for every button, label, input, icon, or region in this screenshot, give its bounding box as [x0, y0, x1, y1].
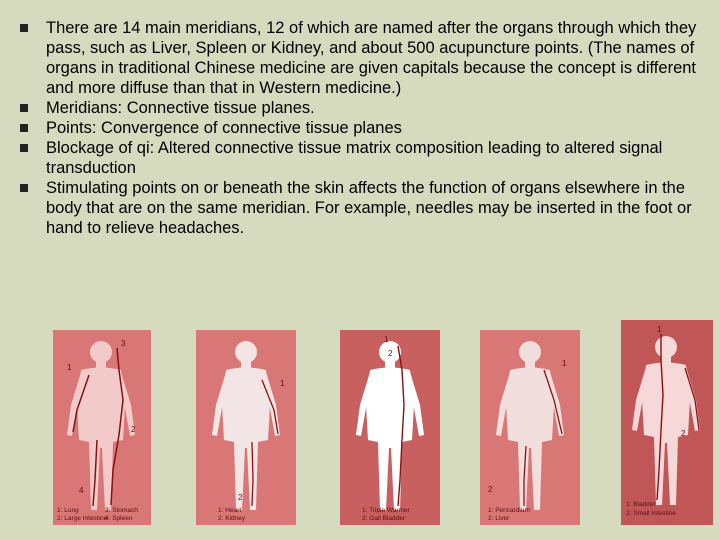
- meridian-figure-5: [621, 320, 713, 525]
- figure-caption: 2: Small Intestine: [626, 510, 676, 517]
- point-number: 2: [131, 425, 136, 434]
- point-number: 2: [488, 485, 493, 494]
- figure-caption: 1: Heart: [218, 507, 242, 514]
- meridian-figure-3: [340, 330, 440, 525]
- bullet-item: [20, 178, 712, 238]
- point-number: 2: [681, 429, 686, 438]
- point-number: 1: [280, 379, 285, 388]
- meridian-figure-4: [480, 330, 580, 525]
- bullet-item: [20, 98, 712, 118]
- point-number: 1: [657, 325, 662, 334]
- square-bullet-icon: [20, 124, 28, 132]
- bullet-text: Stimulating points on or beneath the skin affects the function of organs elsewhere in the body that are on the same meridian. For example, needles may be inserted in the foot or hand to relieve headaches.: [46, 179, 692, 237]
- figure-caption: 3: Stomach: [105, 507, 138, 514]
- point-number: 1: [384, 335, 389, 344]
- figure-caption: 2: Gall Bladder: [362, 515, 405, 522]
- square-bullet-icon: [20, 24, 28, 32]
- point-number: 3: [121, 339, 126, 348]
- meridian-figure-1: [53, 330, 151, 525]
- square-bullet-icon: [20, 104, 28, 112]
- bullet-text: Points: Convergence of connective tissue planes: [46, 119, 402, 137]
- figure-caption: 1: Pericardium: [488, 507, 530, 514]
- bullet-text: There are 14 main meridians, 12 of which are named after the organs through which they pass, such as Liver, Spleen or Kidney, and about 500 acupuncture points. (The names of organs in traditional Chinese medicine are given capitals because the concept is different and more diffuse than that in Western medicine.): [46, 19, 697, 97]
- point-number: 2: [388, 349, 393, 358]
- figure-caption: 4: Spleen: [105, 515, 133, 522]
- figure-caption: 1: Lung: [57, 507, 79, 514]
- bullet-item: [20, 118, 712, 138]
- figure-caption: 2: Kidney: [218, 515, 246, 522]
- point-number: 1: [67, 363, 72, 372]
- point-number: 2: [238, 493, 243, 502]
- bullet-text: Blockage of qi: Altered connective tissue matrix composition leading to altered signal transduction: [46, 139, 663, 177]
- bullet-text: Meridians: Connective tissue planes.: [46, 99, 315, 117]
- figure-caption: 1: Bladder: [626, 501, 656, 508]
- figure-caption: 1: Triple Warmer: [362, 507, 410, 514]
- bullet-item: [20, 138, 712, 178]
- point-number: 4: [79, 486, 84, 495]
- bullet-list: [20, 18, 712, 238]
- figure-caption: 2: Large Intestine: [57, 515, 108, 522]
- square-bullet-icon: [20, 144, 28, 152]
- bullet-item: [20, 18, 712, 98]
- meridian-figure-2: [196, 330, 296, 525]
- point-number: 1: [562, 359, 567, 368]
- figure-caption: 2: Liver: [488, 515, 510, 522]
- square-bullet-icon: [20, 184, 28, 192]
